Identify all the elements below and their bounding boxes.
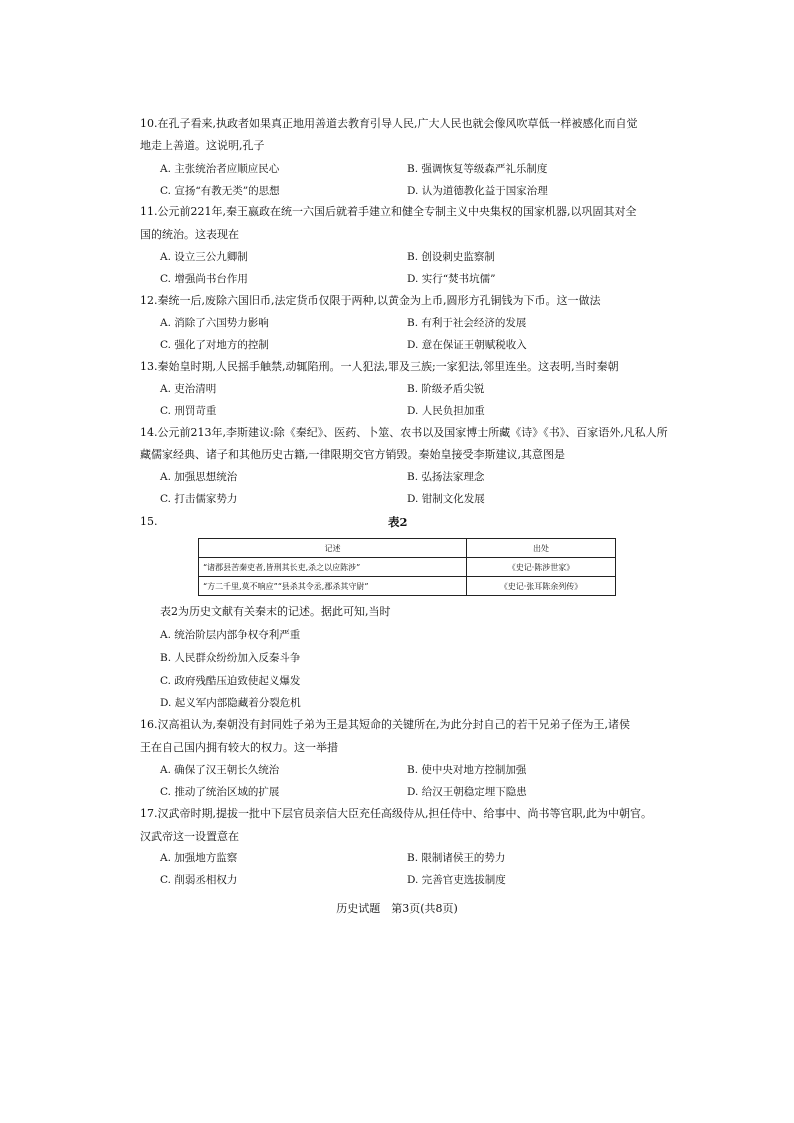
q10-option-a: A. 主张统治者应顺应民心 — [160, 163, 280, 175]
q13-option-a: A. 吏治清明 — [160, 383, 217, 395]
table-header-row — [199, 539, 616, 558]
q16-option-d: D. 给汉王朝稳定埋下隐患 — [407, 786, 527, 798]
page-footer: 历史试题 第3页(共8页) — [336, 902, 458, 915]
q10-option-b: B. 强调恢复等级森严礼乐制度 — [407, 163, 548, 175]
q15-option-d: D. 起义军内部隐藏着分裂危机 — [160, 697, 301, 709]
table-cell-record: “方二千里,莫不响应”“县杀其令丞,郡杀其守尉” — [199, 577, 467, 596]
q13-option-b: B. 阶级矛盾尖锐 — [407, 383, 485, 395]
question-16-line-1: 16.汉高祖认为,秦朝没有封同姓子弟为王是其短命的关键所在,为此分封自己的若干兄弟子侄为王,诸侯 — [140, 718, 630, 731]
table-row — [199, 577, 616, 596]
question-16-line-2: 王在自己国内拥有较大的权力。这一举措 — [140, 741, 338, 754]
question-17-line-1: 17.汉武帝时期,提拔一批中下层官员亲信大臣充任高级侍从,担任侍中、给事中、尚书等官职,此为中朝官。 — [140, 807, 652, 820]
question-15-stem: 表2为历史文献有关秦末的记述。据此可知,当时 — [160, 605, 391, 618]
question-11-line-1: 11.公元前221年,秦王嬴政在统一六国后就着手建立和健全专制主义中央集权的国家机器,以巩固其对全 — [140, 205, 637, 218]
q12-option-b: B. 有利于社会经济的发展 — [407, 317, 527, 329]
question-15-number: 15. — [140, 515, 158, 528]
q12-option-d: D. 意在保证王朝赋税收入 — [407, 339, 527, 351]
q15-option-a: A. 统治阶层内部争权夺利严重 — [160, 629, 301, 641]
q11-option-d: D. 实行“焚书坑儒” — [407, 273, 496, 285]
q11-option-a: A. 设立三公九卿制 — [160, 251, 248, 263]
q17-option-b: B. 限制诸侯王的势力 — [407, 852, 506, 864]
table-header-record: 记述 — [199, 539, 467, 558]
q17-option-d: D. 完善官吏选拔制度 — [407, 874, 506, 886]
q13-option-d: D. 人民负担加重 — [407, 405, 485, 417]
q14-option-b: B. 弘扬法家理念 — [407, 471, 485, 483]
q15-option-c: C. 政府残酷压迫致使起义爆发 — [160, 675, 301, 687]
q10-option-c: C. 宣扬“有教无类”的思想 — [160, 185, 280, 197]
q14-option-a: A. 加强思想统治 — [160, 471, 238, 483]
q17-option-a: A. 加强地方监察 — [160, 852, 238, 864]
table-2 — [198, 538, 616, 596]
q13-option-c: C. 刑罚苛重 — [160, 405, 217, 417]
question-10-line-2: 地走上善道。这说明,孔子 — [140, 139, 265, 152]
question-11-line-2: 国的统治。这表现在 — [140, 228, 239, 241]
question-14-line-1: 14.公元前213年,李斯建议:除《秦纪》、医药、卜筮、农书以及国家博士所藏《诗》《书》、百家语外,凡私人所 — [140, 426, 668, 439]
table-cell-source: 《史记·陈涉世家》 — [467, 558, 616, 577]
q16-option-b: B. 使中央对地方控制加强 — [407, 764, 527, 776]
q16-option-c: C. 推动了统治区域的扩展 — [160, 786, 280, 798]
q12-option-c: C. 强化了对地方的控制 — [160, 339, 269, 351]
table-header-source: 出处 — [467, 539, 616, 558]
question-13-line-1: 13.秦始皇时期,人民摇手触禁,动辄陷刑。一人犯法,罪及三族;一家犯法,邻里连坐。这表明,当时秦朝 — [140, 360, 619, 373]
q11-option-c: C. 增强尚书台作用 — [160, 273, 248, 285]
q14-option-d: D. 钳制文化发展 — [407, 493, 485, 505]
question-17-line-2: 汉武帝这一设置意在 — [140, 830, 239, 843]
q11-option-b: B. 创设刺史监察制 — [407, 251, 495, 263]
q15-option-b: B. 人民群众纷纷加入反秦斗争 — [160, 652, 301, 664]
question-12-line-1: 12.秦统一后,废除六国旧币,法定货币仅限于两种,以黄金为上币,圆形方孔铜钱为下币。这一做法 — [140, 294, 601, 307]
q14-option-c: C. 打击儒家势力 — [160, 493, 238, 505]
q17-option-c: C. 削弱丞相权力 — [160, 874, 238, 886]
q10-option-d: D. 认为道德教化益于国家治理 — [407, 185, 548, 197]
q16-option-a: A. 确保了汉王朝长久统治 — [160, 764, 280, 776]
table-cell-record: “诸郡县苦秦吏者,皆刑其长吏,杀之以应陈涉” — [199, 558, 467, 577]
table-row — [199, 558, 616, 577]
table-2-caption: 表2 — [388, 515, 408, 529]
question-14-line-2: 藏儒家经典、诸子和其他历史古籍,一律限期交官方销毁。秦始皇接受李斯建议,其意图是 — [140, 448, 565, 461]
question-10-line-1: 10.在孔子看来,执政者如果真正地用善道去教育引导人民,广大人民也就会像风吹草低一样被感化而自觉 — [140, 117, 638, 130]
table-cell-source: 《史记·张耳陈余列传》 — [467, 577, 616, 596]
q12-option-a: A. 消除了六国势力影响 — [160, 317, 269, 329]
